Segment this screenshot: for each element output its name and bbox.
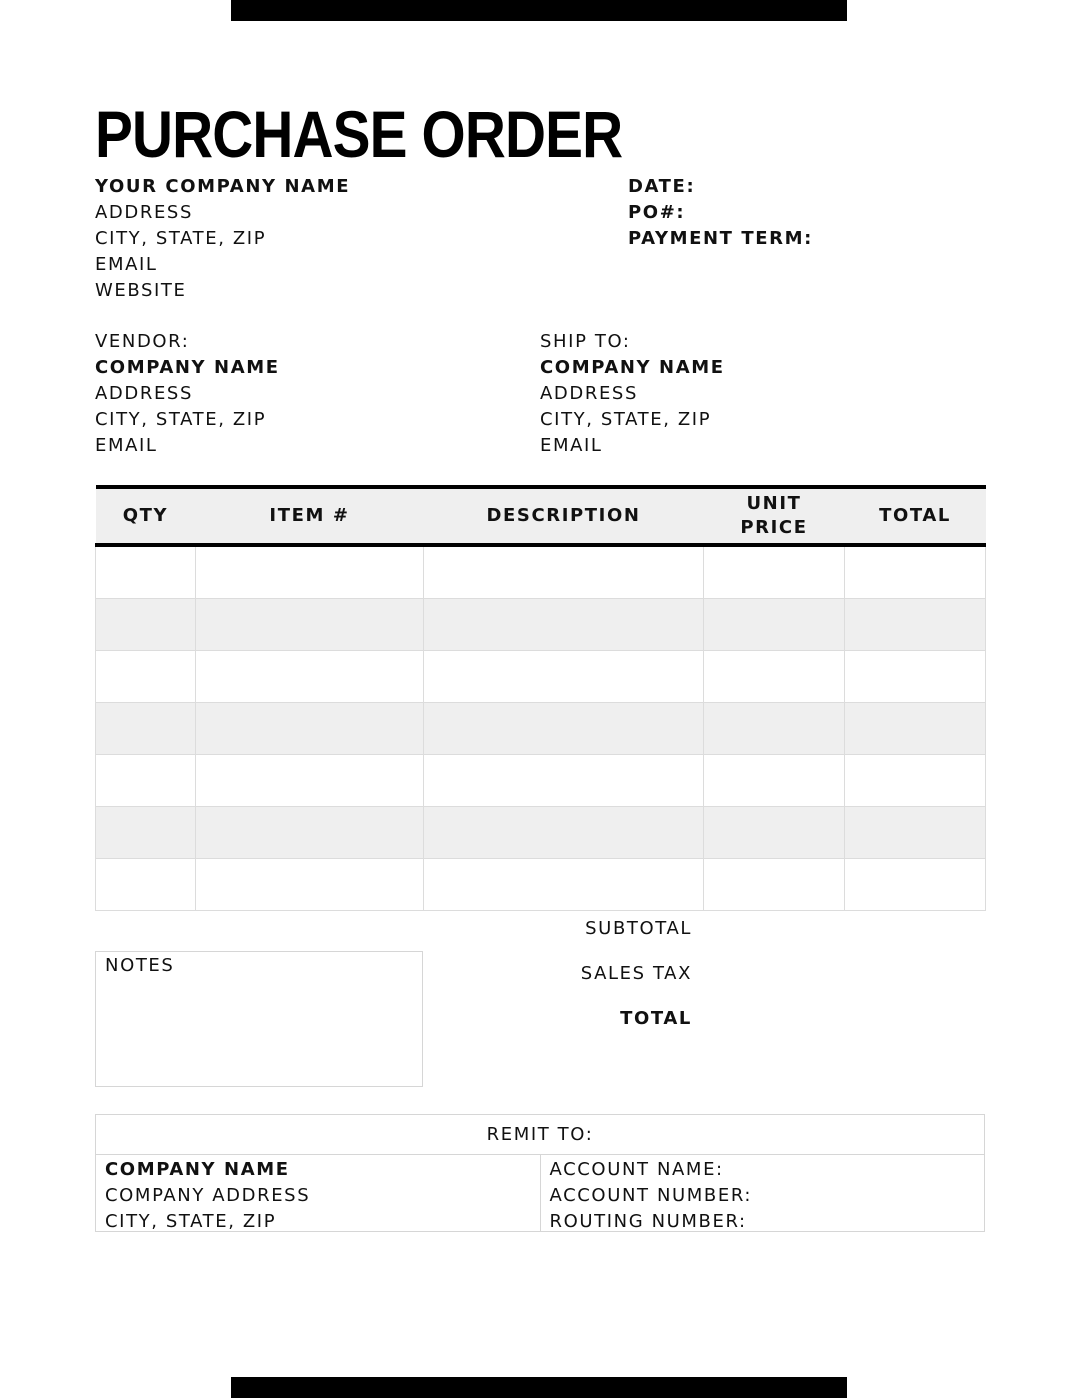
ship-to-company-name: COMPANY NAME <box>540 357 725 378</box>
qty-cell[interactable] <box>96 703 196 755</box>
item-number-cell[interactable] <box>196 807 424 859</box>
item-number-cell[interactable] <box>196 651 424 703</box>
table-row <box>96 703 986 755</box>
line-total-cell[interactable] <box>845 859 986 911</box>
grand-total-label: TOTAL <box>620 1008 692 1029</box>
qty-cell[interactable] <box>96 599 196 651</box>
payment-term-label: PAYMENT TERM: <box>628 228 813 249</box>
ship-to-block <box>540 329 725 459</box>
ship-to-heading: SHIP TO: <box>540 331 631 352</box>
unit-price-cell[interactable] <box>704 545 845 599</box>
vendor-address: ADDRESS <box>95 383 193 404</box>
sales-tax-label: SALES TAX <box>580 963 692 984</box>
column-header-unit-price <box>704 487 845 545</box>
table-row <box>96 859 986 911</box>
account-number-label: ACCOUNT NUMBER: <box>549 1185 753 1206</box>
item-number-cell[interactable] <box>196 859 424 911</box>
remit-bank-column <box>540 1155 985 1232</box>
description-cell[interactable] <box>424 545 704 599</box>
description-cell[interactable] <box>424 599 704 651</box>
unit-price-cell[interactable] <box>704 755 845 807</box>
order-info <box>628 174 813 252</box>
item-number-cell[interactable] <box>196 545 424 599</box>
date-label: DATE: <box>628 176 696 197</box>
unit-price-cell[interactable] <box>704 599 845 651</box>
line-total-cell[interactable] <box>845 807 986 859</box>
description-cell[interactable] <box>424 755 704 807</box>
line-total-cell[interactable] <box>845 545 986 599</box>
qty-cell[interactable] <box>96 651 196 703</box>
unit-price-header-text: UNIT PRICE <box>740 493 808 538</box>
account-name-label: ACCOUNT NAME: <box>549 1159 724 1180</box>
company-website: WEBSITE <box>95 280 187 301</box>
notes-label: NOTES <box>105 955 175 976</box>
line-total-cell[interactable] <box>845 599 986 651</box>
vendor-city-state-zip: CITY, STATE, ZIP <box>95 409 267 430</box>
description-cell[interactable] <box>424 651 704 703</box>
remit-company-column <box>96 1155 540 1232</box>
vendor-heading: VENDOR: <box>95 331 190 352</box>
description-cell[interactable] <box>424 703 704 755</box>
remit-company-address: COMPANY ADDRESS <box>105 1185 311 1206</box>
bottom-decorative-bar <box>231 1377 847 1398</box>
column-header-item-number: ITEM # <box>196 487 424 545</box>
company-address: ADDRESS <box>95 202 193 223</box>
vendor-block <box>95 329 280 459</box>
notes-box[interactable] <box>95 951 423 1087</box>
item-number-cell[interactable] <box>196 755 424 807</box>
unit-price-cell[interactable] <box>704 859 845 911</box>
ship-to-address: ADDRESS <box>540 383 638 404</box>
item-number-cell[interactable] <box>196 599 424 651</box>
remit-to-section <box>95 1114 985 1232</box>
table-row <box>96 755 986 807</box>
item-number-cell[interactable] <box>196 703 424 755</box>
line-total-cell[interactable] <box>845 651 986 703</box>
top-decorative-bar <box>231 0 847 21</box>
table-row <box>96 545 986 599</box>
table-row <box>96 599 986 651</box>
ship-to-city-state-zip: CITY, STATE, ZIP <box>540 409 712 430</box>
unit-price-cell[interactable] <box>704 807 845 859</box>
ship-to-email: EMAIL <box>540 435 603 456</box>
routing-number-label: ROUTING NUMBER: <box>549 1211 747 1232</box>
qty-cell[interactable] <box>96 755 196 807</box>
description-cell[interactable] <box>424 807 704 859</box>
subtotal-label: SUBTOTAL <box>585 918 692 939</box>
table-row <box>96 651 986 703</box>
qty-cell[interactable] <box>96 545 196 599</box>
line-total-cell[interactable] <box>845 703 986 755</box>
vendor-company-name: COMPANY NAME <box>95 357 280 378</box>
line-items-table <box>95 485 986 911</box>
document-title: PURCHASE ORDER <box>95 97 623 171</box>
table-row <box>96 807 986 859</box>
column-header-description: DESCRIPTION <box>424 487 704 545</box>
description-cell[interactable] <box>424 859 704 911</box>
unit-price-cell[interactable] <box>704 651 845 703</box>
line-total-cell[interactable] <box>845 755 986 807</box>
table-header-row <box>96 487 986 545</box>
qty-cell[interactable] <box>96 859 196 911</box>
column-header-total: TOTAL <box>845 487 986 545</box>
vendor-email: EMAIL <box>95 435 158 456</box>
remit-city-state-zip: CITY, STATE, ZIP <box>105 1211 277 1232</box>
remit-company-name: COMPANY NAME <box>105 1159 290 1180</box>
company-name: YOUR COMPANY NAME <box>95 176 351 197</box>
company-email: EMAIL <box>95 254 158 275</box>
company-info <box>95 174 350 304</box>
unit-price-cell[interactable] <box>704 703 845 755</box>
column-header-qty: QTY <box>96 487 196 545</box>
company-city-state-zip: CITY, STATE, ZIP <box>95 228 267 249</box>
po-number-label: PO#: <box>628 202 686 223</box>
remit-to-heading: REMIT TO: <box>96 1115 984 1155</box>
qty-cell[interactable] <box>96 807 196 859</box>
